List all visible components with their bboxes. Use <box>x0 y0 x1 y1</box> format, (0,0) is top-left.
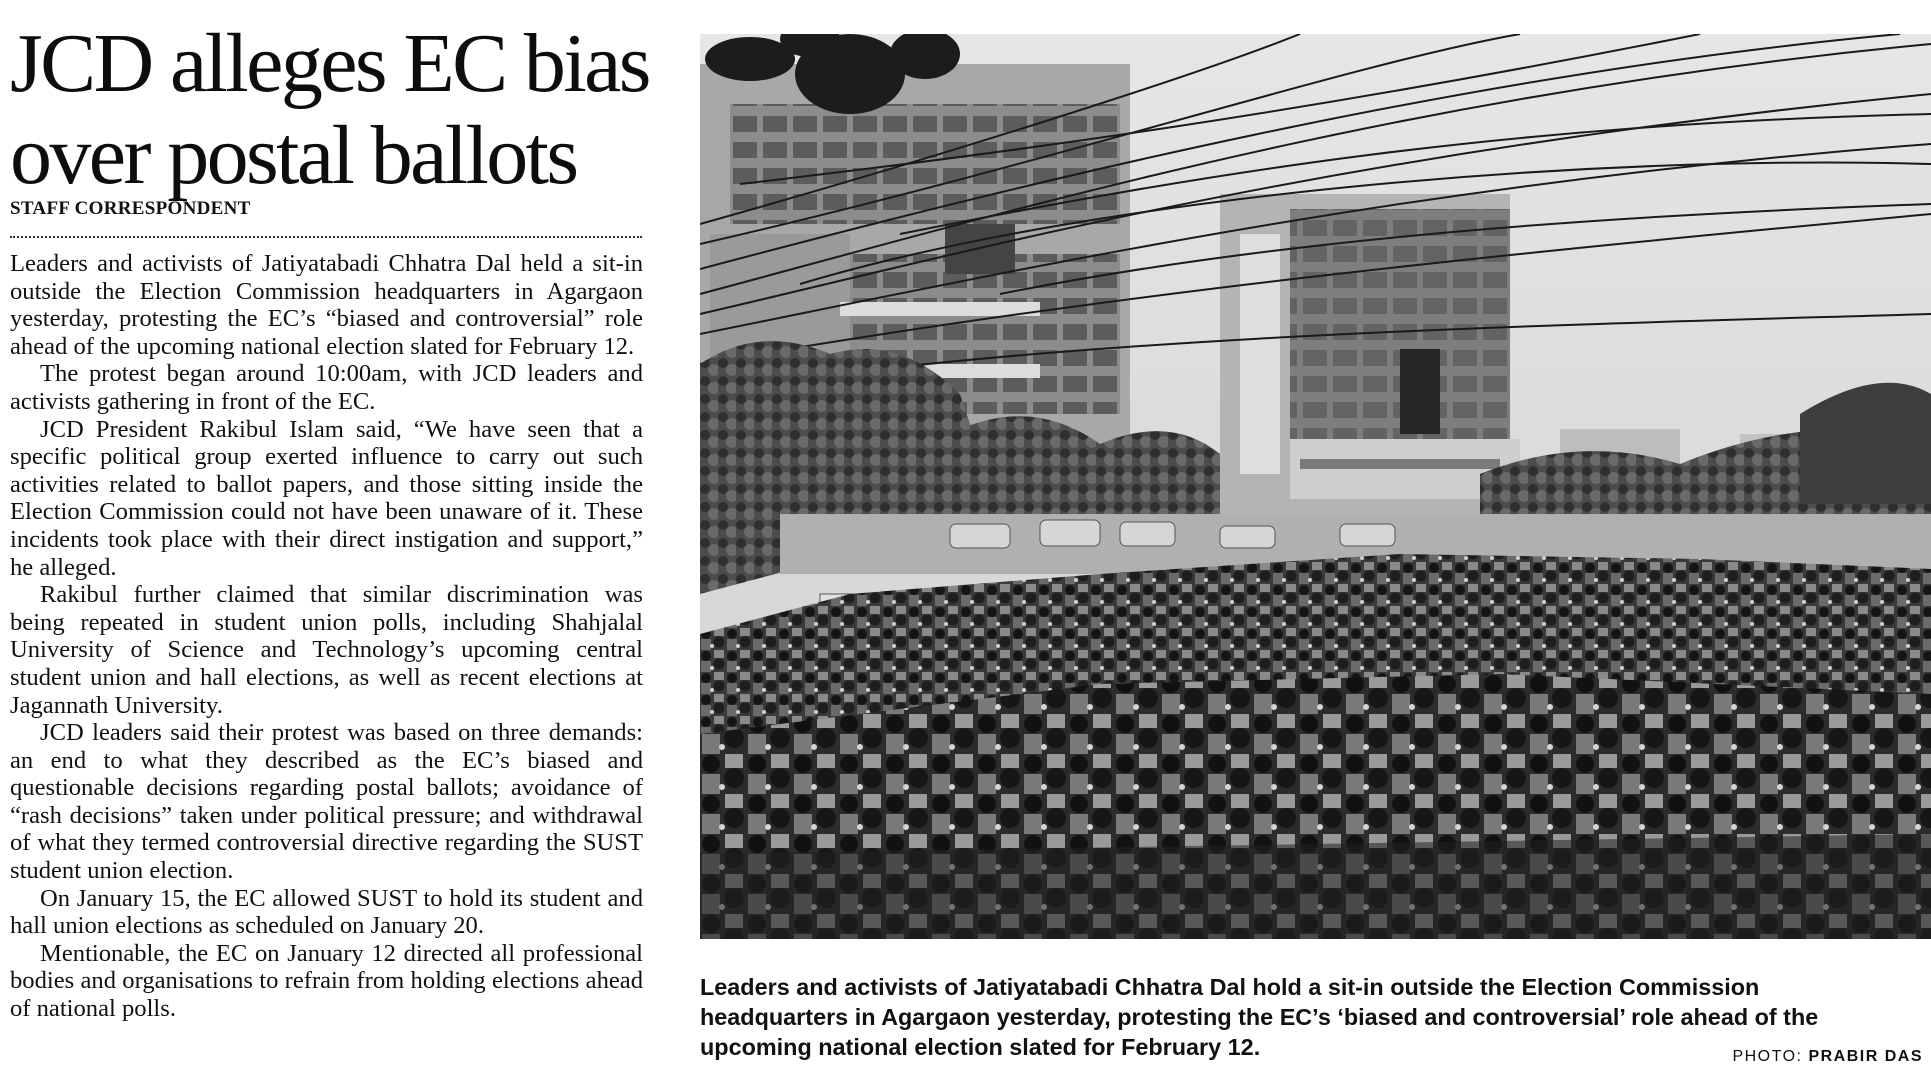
protest-crowd-illustration <box>700 34 1931 939</box>
photo-credit <box>1732 1048 1923 1066</box>
photographer-name: PRABIR DAS <box>1808 1048 1923 1065</box>
photo-caption: Leaders and activists of Jatiyatabadi Chhatra Dal hold a sit-in outside the Election Commission headquarters in Agargaon yesterday, protesting the EC’s ‘biased and controversial’ role ahead of the upcoming national election slated for February 12. <box>700 974 1819 1060</box>
news-photo <box>700 34 1931 939</box>
photo-credit-label: PHOTO: <box>1732 1048 1803 1065</box>
paragraph-1: Leaders and activists of Jatiyatabadi Chhatra Dal held a sit-in outside the Election Commission headquarters in Agargaon yesterday, protesting the EC’s “biased and controversial” role ahead of the upcoming national election slated for February 12. <box>10 250 643 360</box>
paragraph-4: Rakibul further claimed that similar discrimination was being repeated in student union polls, including Shahjalal University of Science and Technology’s upcoming central student union and hall elections, as well as recent elections at Jagannath University. <box>10 581 643 719</box>
paragraph-6: On January 15, the EC allowed SUST to hold its student and hall union elections as scheduled on January 20. <box>10 884 643 940</box>
paragraph-5: JCD leaders said their protest was based on three demands: an end to what they described as the EC’s biased and questionable decisions regarding postal ballots; avoidance of “rash decisions” taken under political pressure; and withdrawal of what they termed controversial directive regarding the SUST student union election. <box>10 719 643 885</box>
article-body <box>10 250 643 1023</box>
headline-line-2: over postal ballots <box>10 109 577 202</box>
paragraph-7: Mentionable, the EC on January 12 directed all professional bodies and organisations to refrain from holding elections ahead of national polls. <box>10 939 643 1023</box>
byline: STAFF CORRESPONDENT <box>10 198 251 219</box>
paragraph-3: JCD President Rakibul Islam said, “We have seen that a specific political group exerted influence to carry out such activities related to ballot papers, and those sitting inside the Election Commission could not have been unaware of it. These incidents took place with their direct instigation and support,” he alleged. <box>10 415 643 581</box>
headline <box>10 18 650 202</box>
dotted-divider <box>10 236 642 238</box>
headline-line-1: JCD alleges EC bias <box>10 17 649 110</box>
paragraph-2: The protest began around 10:00am, with JCD leaders and activists gathering in front of the EC. <box>10 360 643 415</box>
